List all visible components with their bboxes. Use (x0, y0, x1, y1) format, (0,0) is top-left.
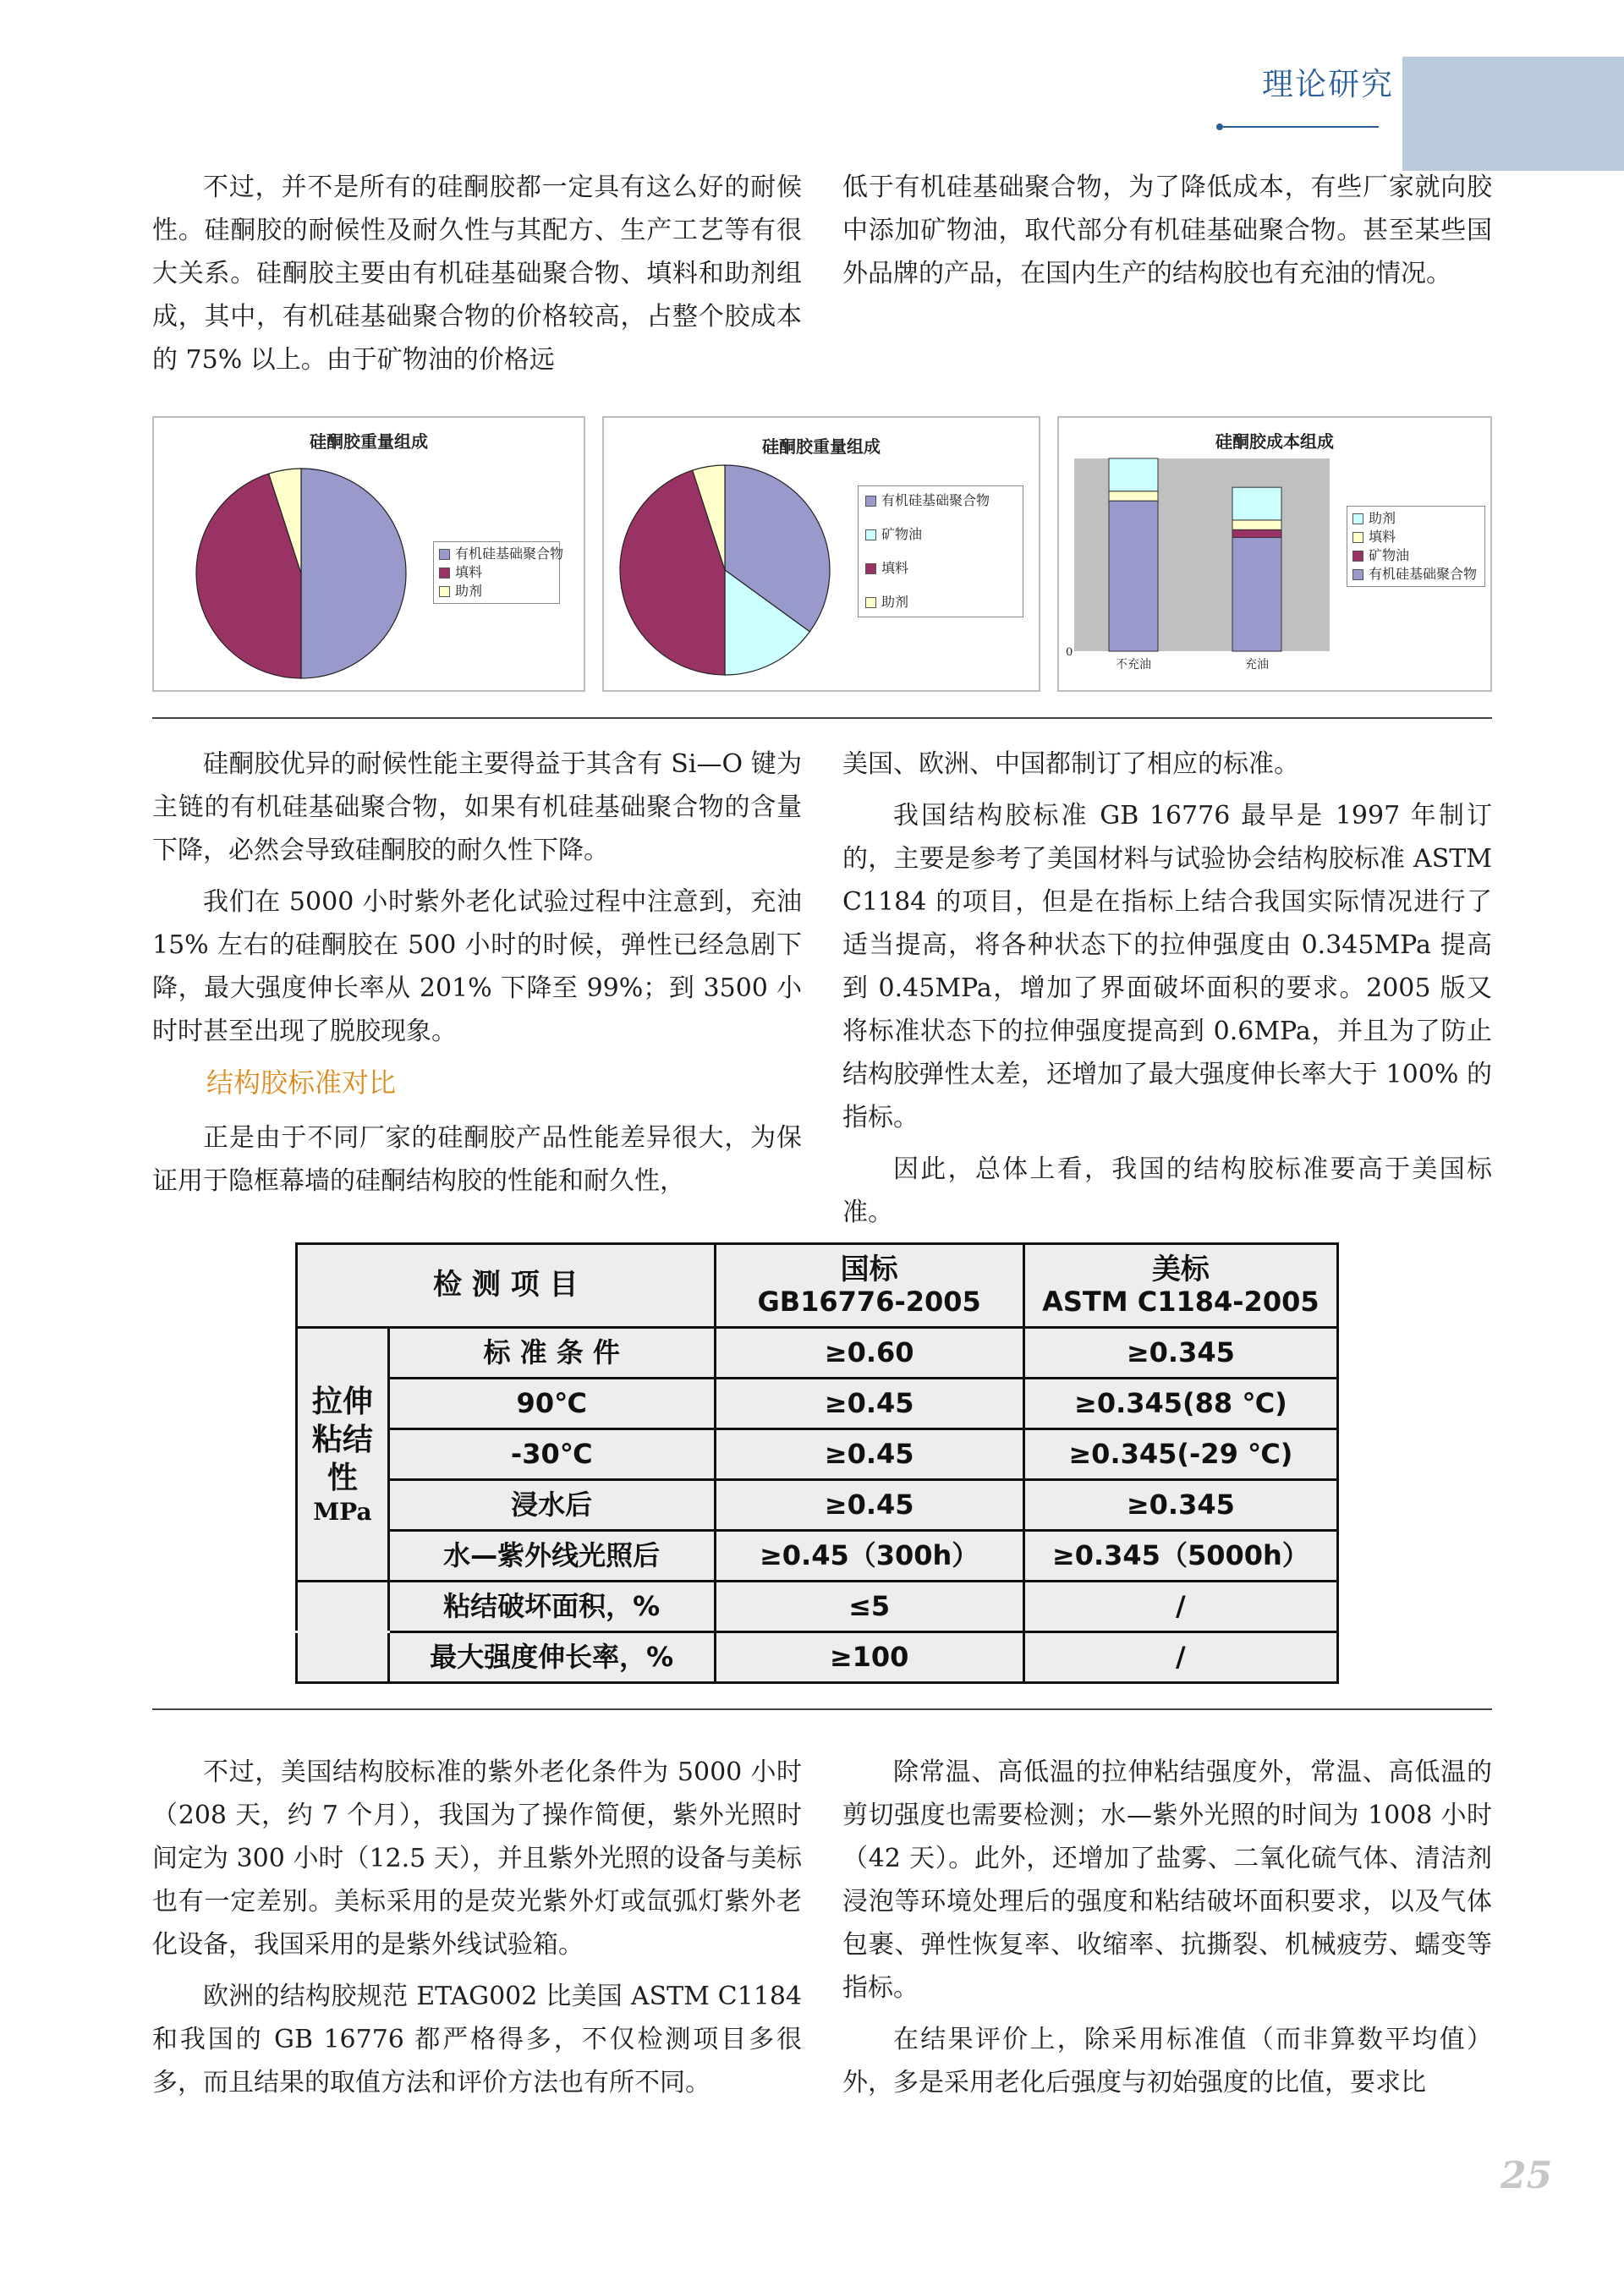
section2-left-column (152, 743, 802, 1203)
header-bullet-dot (1216, 123, 1223, 130)
astm-value-cell: ≥0.345 (1023, 1480, 1337, 1531)
table-row (297, 1379, 1338, 1429)
table-row (297, 1429, 1338, 1480)
item-cell: 标 准 条 件 (388, 1328, 715, 1379)
header-cell-astm: 美标 ASTM C1184-2005 (1023, 1244, 1337, 1328)
paragraph: 正是由于不同厂家的硅酮胶产品性能差异很大，为保证用于隐框幕墙的硅酮结构胶的性能和耐久性， (152, 1123, 802, 1196)
legend-item: 有机硅基础聚合物 (1352, 565, 1479, 584)
section-divider (152, 717, 1492, 719)
paragraph: 除常温、高低温的拉伸粘结强度外，常温、高低温的剪切强度也需要检测；水—紫外光照的时间为 1008 小时（42 天）。此外，还增加了盐雾、二氧化硫气体、清洁剂浸泡等环境处理后的强度和粘结破坏面积要求，以及气体包裹、弹性恢复率、收缩率、抗撕裂、机械疲劳、蠕变等指标。 (842, 1757, 1492, 2003)
astm-value-cell: / (1023, 1632, 1337, 1683)
gb-value-cell: ≥0.60 (715, 1328, 1023, 1379)
item-cell: 浸水后 (388, 1480, 715, 1531)
bar-segment (1232, 520, 1281, 529)
header-cell-gb: 国标 GB16776-2005 (715, 1244, 1023, 1328)
astm-value-cell: ≥0.345(88 ℃) (1023, 1379, 1337, 1429)
item-cell: 最大强度伸长率，% (388, 1632, 715, 1683)
legend-item: 填料 (865, 559, 1016, 578)
chart-legend (433, 541, 564, 604)
section3-right-column (842, 1751, 1492, 2113)
table-header-row (297, 1244, 1338, 1328)
legend-item: 矿物油 (865, 525, 1016, 544)
section3-left-column (152, 1751, 802, 2113)
item-cell: 粘结破坏面积，% (388, 1582, 715, 1632)
subheading: 结构胶标准对比 (206, 1066, 397, 1099)
chart-cost-composition (1057, 416, 1492, 692)
table-row (297, 1328, 1338, 1379)
chart-legend (1347, 506, 1485, 587)
legend-item: 矿物油 (1352, 546, 1479, 565)
chart-title: 硅酮胶成本组成 (1215, 431, 1334, 452)
astm-value-cell: / (1023, 1582, 1337, 1632)
x-tick-label: 充油 (1245, 658, 1269, 672)
intro-right-paragraph: 低于有机硅基础聚合物，为了降低成本，有些厂家就向胶中添加矿物油，取代部分有机硅基础聚合物。甚至某些国外品牌的产品，在国内生产的结构胶也有充油的情况。 (842, 173, 1492, 288)
legend-item: 填料 (439, 563, 554, 582)
gb-value-cell: ≤5 (715, 1582, 1023, 1632)
standards-comparison-table (295, 1242, 1339, 1684)
header-underline (1223, 126, 1379, 128)
astm-value-cell: ≥0.345（5000h） (1023, 1531, 1337, 1582)
chart-weight-composition-1 (152, 416, 585, 692)
section2-right-column (842, 743, 1492, 1242)
chart-legend (858, 485, 1023, 617)
paragraph: 在结果评价上，除采用标准值（而非算数平均值）外，多是采用老化后强度与初始强度的比值，要求比 (842, 2025, 1492, 2097)
intro-left-column (152, 166, 802, 390)
chart-title: 硅酮胶重量组成 (762, 436, 881, 457)
blank-cell (297, 1582, 389, 1632)
item-cell: 90℃ (388, 1379, 715, 1429)
paragraph: 欧洲的结构胶规范 ETAG002 比美国 ASTM C1184 和我国的 GB 16776 都严格得多，不仅检测项目多很多，而且结果的取值方法和评价方法也有所不同。 (152, 1982, 802, 2097)
paragraph: 不过，美国结构胶标准的紫外老化条件为 5000 小时（208 天，约 7 个月），我国为了操作简便，紫外光照时间定为 300 小时（12.5 天），并且紫外光照的设备与美标也有一定差别。美标采用的是荧光紫外灯或氙弧灯紫外老化设备，我国采用的是紫外线试验箱。 (152, 1757, 802, 1960)
table-row (297, 1632, 1338, 1683)
x-tick-label: 不充油 (1116, 658, 1151, 672)
item-cell: 水—紫外线光照后 (388, 1531, 715, 1582)
gb-value-cell: ≥100 (715, 1632, 1023, 1683)
gb-value-cell: ≥0.45 (715, 1480, 1023, 1531)
bar-segment (1232, 529, 1281, 537)
table-row (297, 1582, 1338, 1632)
table-row (297, 1480, 1338, 1531)
legend-item: 助剂 (865, 593, 1016, 611)
legend-item: 助剂 (439, 582, 554, 600)
paragraph: 美国、欧洲、中国都制订了相应的标准。 (842, 749, 1299, 779)
section-divider (152, 1708, 1492, 1710)
header-cell-item: 检 测 项 目 (297, 1244, 716, 1328)
chart-title: 硅酮胶重量组成 (310, 431, 428, 452)
item-cell: -30℃ (388, 1429, 715, 1480)
table-row (297, 1531, 1338, 1582)
bar-segment (1109, 501, 1158, 651)
bar-segment (1109, 458, 1158, 491)
gb-value-cell: ≥0.45 (715, 1379, 1023, 1429)
y-tick-label: 0 (1066, 646, 1073, 659)
paragraph: 硅酮胶优异的耐候性能主要得益于其含有 Si—O 键为主链的有机硅基础聚合物，如果有机硅基础聚合物的含量下降，必然会导致硅酮胶的耐久性下降。 (152, 749, 802, 865)
astm-value-cell: ≥0.345(-29 ℃) (1023, 1429, 1337, 1480)
legend-item: 有机硅基础聚合物 (865, 491, 1016, 510)
legend-item: 有机硅基础聚合物 (439, 545, 554, 563)
legend-item: 助剂 (1352, 509, 1479, 528)
gb-value-cell: ≥0.45 (715, 1429, 1023, 1480)
legend-item: 填料 (1352, 528, 1479, 546)
paragraph: 因此，总体上看，我国的结构胶标准要高于美国标准。 (842, 1154, 1492, 1227)
paragraph: 我国结构胶标准 GB 16776 最早是 1997 年制订的，主要是参考了美国材料与试验协会结构胶标准 ASTM C1184 的项目，但是在指标上结合我国实际情况进行了适当提高，将各种状态下的拉伸强度由 0.345MPa 提高到 0.45MPa，增加了界面破坏面积的要求。2005 版又将标准状态下的拉伸强度提高到 0.6MPa，并且为了防止结构胶弹性太差，还增加了最大强度伸长率大于 100% 的指标。 (842, 801, 1492, 1132)
page-number: 25 (1501, 2154, 1553, 2197)
group-label-cell: 拉伸 粘结 性 MPa (297, 1328, 389, 1582)
intro-right-column (842, 166, 1492, 304)
intro-left-paragraph: 不过，并不是所有的硅酮胶都一定具有这么好的耐候性。硅酮胶的耐候性及耐久性与其配方、生产工艺等有很大关系。硅酮胶主要由有机硅基础聚合物、填料和助剂组成，其中，有机硅基础聚合物的价格较高，占整个胶成本的 75% 以上。由于矿物油的价格远 (152, 173, 802, 375)
blank-cell (297, 1632, 389, 1683)
pie-slice (301, 469, 406, 678)
astm-value-cell: ≥0.345 (1023, 1328, 1337, 1379)
bar-segment (1109, 491, 1158, 501)
header-accent-band (1402, 57, 1624, 171)
bar-segment (1232, 487, 1281, 520)
bar-segment (1232, 537, 1281, 651)
paragraph: 我们在 5000 小时紫外老化试验过程中注意到，充油 15% 左右的硅酮胶在 500 小时的时候，弹性已经急剧下降，最大强度伸长率从 201% 下降至 99%；到 3500 小时时甚至出现了脱胶现象。 (152, 887, 802, 1046)
gb-value-cell: ≥0.45（300h） (715, 1531, 1023, 1582)
chart-weight-composition-2 (602, 416, 1040, 692)
section-title: 理论研究 (1262, 66, 1394, 102)
